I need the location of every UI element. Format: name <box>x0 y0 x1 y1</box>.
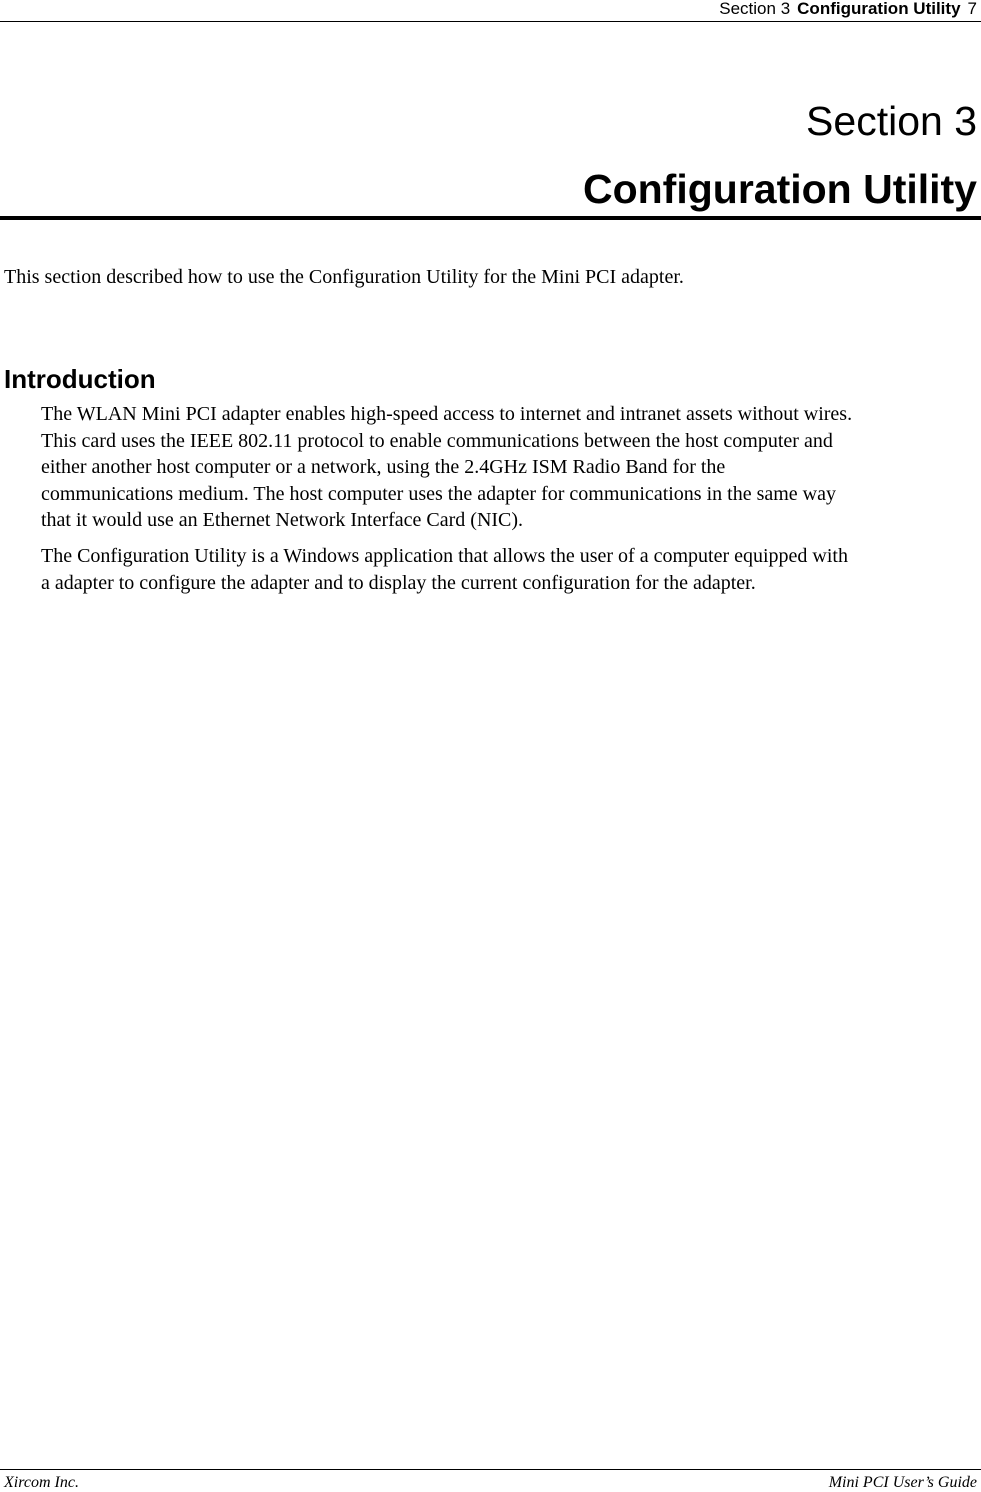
paragraph-line: either another host computer or a network, using the 2.4GHz ISM Radio Band for the <box>41 456 726 478</box>
paragraph-line: a adapter to configure the adapter and to display the current configuration for the adapter. <box>41 571 756 594</box>
page-number: 7 <box>967 0 977 18</box>
running-header <box>0 0 981 22</box>
footer-rule <box>0 1469 981 1470</box>
footer-guide-title: Mini PCI User’s Guide <box>828 1474 977 1491</box>
paragraph-line: This card uses the IEEE 802.11 protocol to enable communications between the host computer and <box>41 429 833 452</box>
paragraph-line: The WLAN Mini PCI adapter enables high-speed access to internet and intranet assets without wires. <box>41 403 853 425</box>
header-section-label: Section 3 <box>719 0 791 18</box>
introduction-heading: Introduction <box>4 364 156 394</box>
footer-company: Xircom Inc. <box>4 1474 79 1491</box>
section-title: Configuration Utility <box>582 166 977 212</box>
title-rule <box>0 216 981 220</box>
introduction-paragraph-1 <box>41 401 977 534</box>
section-number: Section 3 <box>806 98 977 144</box>
paragraph-line: communications medium. The host computer uses the adapter for communications in the same way <box>41 482 836 505</box>
header-section-title: Configuration Utility <box>797 0 961 18</box>
paragraph-line: that it would use an Ethernet Network Interface Card (NIC). <box>41 509 524 531</box>
paragraph-line: The Configuration Utility is a Windows application that allows the user of a computer equipped with <box>41 545 848 567</box>
section-intro: This section described how to use the Configuration Utility for the Mini PCI adapter. <box>4 266 684 288</box>
introduction-paragraph-2 <box>41 543 977 596</box>
